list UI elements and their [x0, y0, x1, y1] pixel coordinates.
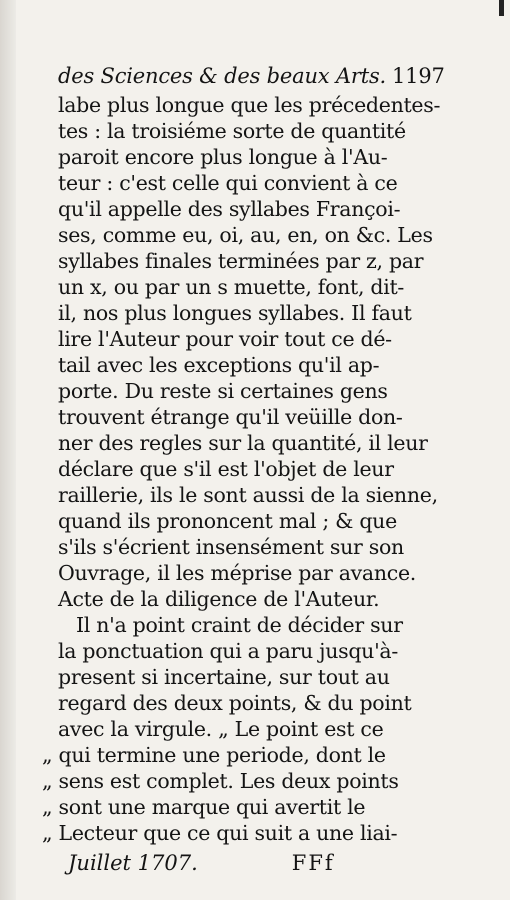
text-line: déclare que s'il est l'objet de leur: [58, 457, 394, 481]
text-line: present si incertaine, sur tout au: [58, 665, 390, 689]
text-line: s'ils s'écrient insensément sur son: [58, 535, 404, 559]
text-line: porte. Du reste si certaines gens: [58, 379, 388, 403]
text-line: Ouvrage, il les méprise par avance.: [58, 561, 416, 585]
page-gutter: [0, 0, 16, 900]
book-page: [42, 60, 445, 878]
text-line: labe plus longue que les précedentes-: [58, 93, 441, 117]
text-line: „ Lecteur que ce qui suit a une liai-: [42, 821, 398, 845]
text-line: tail avec les exceptions qu'il ap-: [58, 353, 380, 377]
text-line: tes : la troisiéme sorte de quantité: [58, 119, 406, 143]
text-line: qu'il appelle des syllabes Françoi-: [58, 197, 401, 221]
signature-mark: FFf: [291, 851, 335, 875]
text-line: „ sens est complet. Les deux points: [42, 769, 399, 793]
text-line: Il n'a point craint de décider sur: [76, 613, 403, 637]
text-line: ses, comme eu, oi, au, en, on &c. Les: [58, 223, 433, 247]
text-line: regard des deux points, & du point: [58, 691, 412, 715]
text-line: trouvent étrange qu'il veüille don-: [58, 405, 403, 429]
text-line: „ sont une marque qui avertit le: [42, 795, 366, 819]
footer-date: Juillet 1707.: [68, 851, 198, 875]
text-line: teur : c'est celle qui convient à ce: [58, 171, 398, 195]
text-line: paroit encore plus longue à l'Au-: [58, 145, 388, 169]
text-line: raillerie, ils le sont aussi de la sienne,: [58, 483, 438, 507]
body-text: [42, 92, 441, 846]
text-line: il, nos plus longues syllabes. Il faut: [58, 301, 412, 325]
text-line: ner des regles sur la quantité, il leur: [58, 431, 428, 455]
page-edge-mark: [499, 0, 504, 16]
text-line: lire l'Auteur pour voir tout ce dé-: [58, 327, 392, 351]
text-line: Acte de la diligence de l'Auteur.: [58, 587, 380, 611]
text-line: quand ils prononcent mal ; & que: [58, 509, 397, 533]
text-line: la ponctuation qui a paru jusqu'à-: [58, 639, 398, 663]
page-footer: [58, 848, 428, 878]
text-line: un x, ou par un s muette, font, dit-: [58, 275, 405, 299]
page-number: 1197: [392, 64, 445, 88]
text-line: syllabes finales terminées par z, par: [58, 249, 424, 273]
text-line: avec la virgule. „ Le point est ce: [58, 717, 384, 741]
running-header: [58, 60, 445, 92]
running-title: des Sciences & des beaux Arts.: [58, 64, 387, 88]
text-line: „ qui termine une periode, dont le: [42, 743, 386, 767]
